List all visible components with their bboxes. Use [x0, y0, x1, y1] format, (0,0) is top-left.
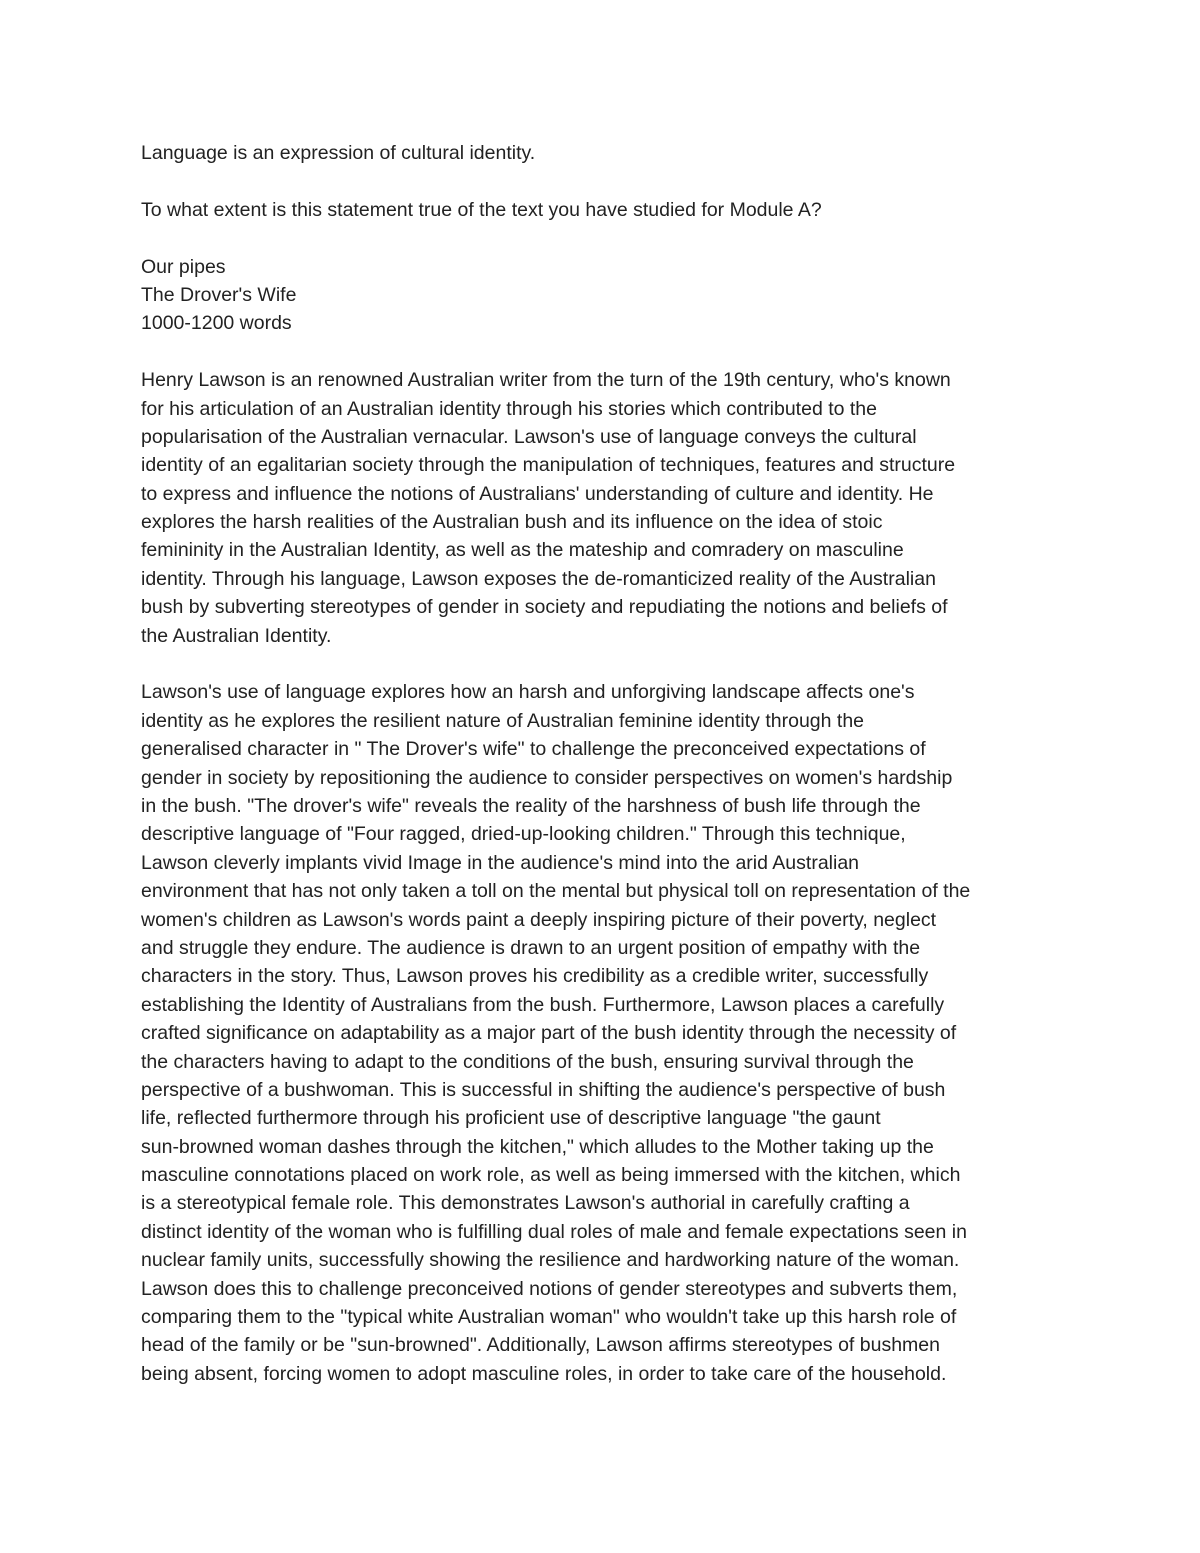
paragraph-line: identity as he explores the resilient nature of Australian feminine identity through the [141, 709, 865, 732]
paragraph-line: perspective of a bushwoman. This is successful in shifting the audience's perspective of bush [141, 1078, 946, 1101]
paragraph-line: nuclear family units, successfully showing the resilience and hardworking nature of the woman. [141, 1249, 960, 1272]
paragraph-line: and struggle they endure. The audience is drawn to an urgent position of empathy with the [141, 936, 921, 959]
note-line: The Drover's Wife [141, 283, 297, 306]
question-line: To what extent is this statement true of the text you have studied for Module A? [141, 198, 822, 221]
paragraph-line: the characters having to adapt to the conditions of the bush, ensuring survival through the [141, 1050, 914, 1073]
paragraph-line: life, reflected furthermore through his proficient use of descriptive language "the gaunt [141, 1107, 881, 1130]
title-line: Language is an expression of cultural identity. [141, 142, 536, 164]
paragraph-line: Lawson's use of language explores how an harsh and unforgiving landscape affects one's [141, 681, 915, 704]
paragraph-line: identity of an egalitarian society through the manipulation of techniques, features and structure [141, 454, 956, 477]
paragraph-line: Henry Lawson is an renowned Australian writer from the turn of the 19th century, who's known [141, 369, 951, 392]
paragraph-body [141, 678, 1081, 1388]
paragraph-line: establishing the Identity of Australians from the bush. Furthermore, Lawson places a carefully [141, 993, 945, 1016]
paragraph-line: bush by subverting stereotypes of gender in society and repudiating the notions and beliefs of [141, 596, 948, 619]
paragraph-line: gender in society by repositioning the audience to consider perspectives on women's hardship [141, 766, 953, 789]
document-body [141, 139, 1081, 1388]
paragraph-intro [141, 366, 1081, 650]
paragraph-line: the Australian Identity. [141, 624, 332, 647]
paragraph-line: being absent, forcing women to adopt masculine roles, in order to take care of the household. [141, 1362, 947, 1385]
paragraph-line: generalised character in " The Drover's wife" to challenge the preconceived expectations of [141, 738, 926, 761]
spacer [141, 650, 1081, 678]
paragraph-line: Lawson cleverly implants vivid Image in the audience's mind into the arid Australian [141, 851, 860, 874]
note-line: Our pipes [141, 255, 226, 278]
paragraph-line: for his articulation of an Australian identity through his stories which contributed to the [141, 397, 877, 420]
spacer [141, 167, 1081, 195]
paragraph-line: femininity in the Australian Identity, as well as the mateship and comradery on masculine [141, 539, 904, 562]
paragraph-line: explores the harsh realities of the Australian bush and its influence on the idea of stoic [141, 511, 883, 534]
note-line: 1000-1200 words [141, 312, 292, 335]
paragraph-line: to express and influence the notions of Australians' understanding of culture and identity. He [141, 482, 934, 505]
spacer [141, 338, 1081, 366]
paragraph-line: distinct identity of the woman who is fulfilling dual roles of male and female expectations seen in [141, 1220, 967, 1243]
paragraph-line: masculine connotations placed on work role, as well as being immersed with the kitchen, which [141, 1164, 961, 1187]
paragraph-line: identity. Through his language, Lawson exposes the de-romanticized reality of the Australian [141, 567, 936, 590]
paragraph-line: sun-browned woman dashes through the kitchen," which alludes to the Mother taking up the [141, 1135, 934, 1158]
paragraph-line: characters in the story. Thus, Lawson proves his credibility as a credible writer, successfully [141, 965, 929, 988]
notes-block [141, 253, 1081, 338]
paragraph-line: crafted significance on adaptability as a major part of the bush identity through the necessity of [141, 1022, 957, 1045]
paragraph-line: environment that has not only taken a toll on the mental but physical toll on representation of the [141, 880, 971, 903]
spacer [141, 224, 1081, 252]
paragraph-line: comparing them to the "typical white Australian woman" who wouldn't take up this harsh role of [141, 1306, 957, 1329]
paragraph-line: women's children as Lawson's words paint a deeply inspiring picture of their poverty, neglect [141, 908, 937, 931]
paragraph-line: Lawson does this to challenge preconceived notions of gender stereotypes and subverts them, [141, 1277, 958, 1300]
paragraph-line: head of the family or be "sun-browned". Additionally, Lawson affirms stereotypes of bushmen [141, 1334, 940, 1357]
paragraph-line: descriptive language of "Four ragged, dried-up-looking children." Through this technique, [141, 823, 906, 846]
paragraph-line: in the bush. "The drover's wife" reveals the reality of the harshness of bush life through the [141, 794, 921, 817]
paragraph-line: is a stereotypical female role. This demonstrates Lawson's authorial in carefully crafting a [141, 1192, 910, 1215]
paragraph-line: popularisation of the Australian vernacular. Lawson's use of language conveys the cultural [141, 425, 917, 448]
